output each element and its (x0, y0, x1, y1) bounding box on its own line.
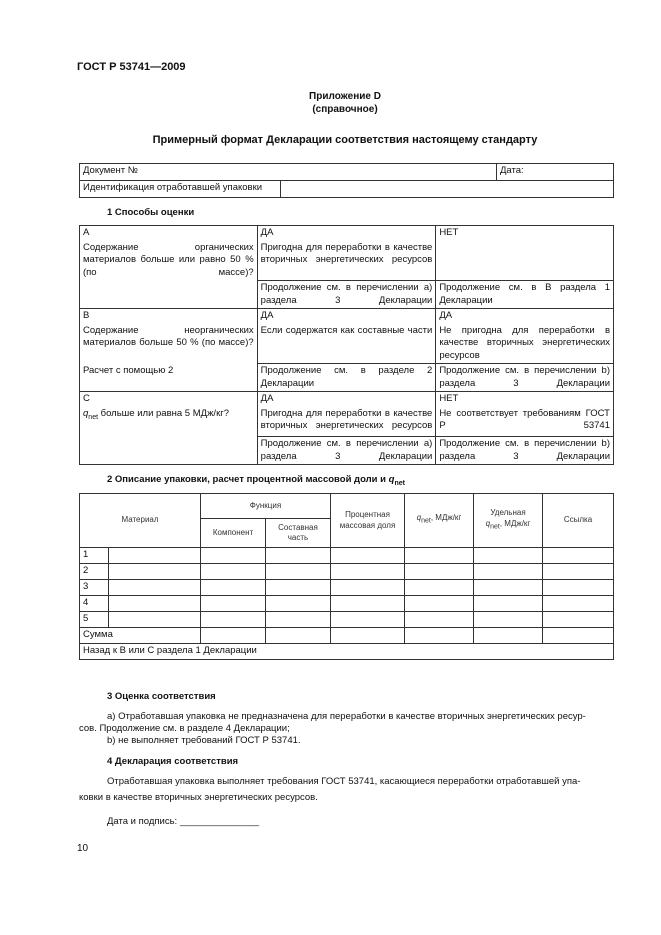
cell-a-yes-text: Пригодна для переработки в качестве вторичных энергетических ресурсов (257, 241, 436, 281)
ident-value-cell (281, 181, 614, 198)
col-qnet: $q_{net}$, МДж/кг (405, 494, 474, 548)
section3-title: 3 Оценка соответствия (107, 691, 216, 702)
section4-title: 4 Декларация соответствия (107, 756, 239, 767)
section3-b: b) не выполняет требований ГОСТ Р 53741. (107, 735, 301, 746)
cell-a-no: НЕТ (436, 226, 614, 241)
table-row: 2 (80, 564, 614, 580)
back-row: Назад к В или С раздела 1 Декларации (80, 643, 614, 659)
appendix-title: Приложение D (309, 91, 381, 102)
col-percent: Процентная массовая доля (331, 494, 405, 548)
page-number: 10 (77, 843, 89, 854)
cell-a-no-empty (436, 241, 614, 281)
cell-c-yes-text: Пригодна для переработки в качестве вторичных энергетических ресурсов (257, 407, 436, 437)
cell-a-yes: ДА (257, 226, 436, 241)
cell-b-yes: ДА (257, 309, 436, 324)
col-part: Составная часть (266, 519, 331, 548)
cell-b-calc: Расчет с помощью 2 (80, 364, 258, 392)
cell-c-no-text: Не соответствует требованиям ГОСТ Р 53741 (436, 407, 614, 437)
cell-c-yes: ДА (257, 392, 436, 407)
cell-c-question: $q_{net}$ больше или равна 5 МДж/кг? (80, 407, 258, 437)
section2-title: 2 Описание упаковки, расчет процентной массовой доли и $q_{net}$ (107, 474, 405, 487)
material-table (79, 493, 614, 660)
table-row: 4 (80, 596, 614, 612)
table-row: 5 (80, 612, 614, 628)
cell-c-no-cont: Продолжение см. в перечислении b) раздела 3 Декларации (436, 437, 614, 465)
cell-a-label: А (80, 226, 258, 241)
col-component: Компонент (201, 519, 266, 548)
col-ref: Ссылка (543, 494, 614, 548)
cell-b-label: В (80, 309, 258, 324)
cell-a-no-cont: Продолжение см. в В раздела 1 Декларации (436, 281, 614, 309)
date-cell (497, 164, 614, 181)
date-label: Дата: (500, 165, 524, 176)
main-title: Примерный формат Декларации соответствия настоящему стандарту (152, 134, 538, 146)
assessment-table (79, 225, 614, 465)
table-row: 1 (80, 548, 614, 564)
cell-b-no: ДА (436, 309, 614, 324)
signature-line: Дата и подпись: _______________ (107, 816, 260, 827)
cell-b-question: Содержание неорганических материалов больше 50 % (по массе)? (80, 324, 258, 364)
cell-c-label: С (80, 392, 258, 407)
cell-b-yes-cont: Продолжение см. в разделе 2 Декларации (257, 364, 436, 392)
col-function: Функция (201, 494, 331, 519)
section4-p1: Отработавшая упаковка выполняет требования ГОСТ 53741, касающиеся переработки отработавшей упа- (107, 776, 581, 787)
standard-header: ГОСТ Р 53741—2009 (77, 61, 186, 73)
col-material: Материал (80, 494, 201, 548)
cell-b-no-text: Не пригодна для переработки в качестве вторичных энергетических ресурсов (436, 324, 614, 364)
table-row: 3 (80, 580, 614, 596)
section3-a-line2: сов. Продолжение см. в разделе 4 Декларации; (79, 723, 290, 734)
appendix-note: (справочное) (312, 104, 378, 115)
document-table (79, 163, 614, 198)
cell-a-yes-cont: Продолжение см. в перечислении а) раздела 3 Декларации (257, 281, 436, 309)
cell-c-no: НЕТ (436, 392, 614, 407)
cell-c-empty (80, 437, 258, 465)
cell-b-no-cont: Продолжение см. в перечислении b) раздела 3 Декларации (436, 364, 614, 392)
ident-label: Идентификация отработавшей упаковки (83, 182, 263, 193)
section4-p2: ковки в качестве вторичных энергетических ресурсов. (79, 792, 318, 803)
cell-c-yes-cont: Продолжение см. в перечислении а) раздела 3 Декларации (257, 437, 436, 465)
doc-number-cell (80, 164, 497, 181)
sum-row: Сумма (80, 628, 614, 644)
cell-a-empty (80, 281, 258, 309)
col-specific: Удельная $q_{net}$, МДж/кг (474, 494, 543, 548)
section3-a-line1: а) Отработавшая упаковка не предназначена для переработки в качестве вторичных энергетических ресур- (107, 711, 586, 722)
ident-cell (80, 181, 281, 198)
section1-title: 1 Способы оценки (107, 207, 195, 218)
doc-number-label: Документ № (83, 165, 138, 176)
cell-a-question: Содержание органических материалов больше или равно 50 % (по массе)? (80, 241, 258, 281)
cell-b-yes-text: Если содержатся как составные части (257, 324, 436, 364)
